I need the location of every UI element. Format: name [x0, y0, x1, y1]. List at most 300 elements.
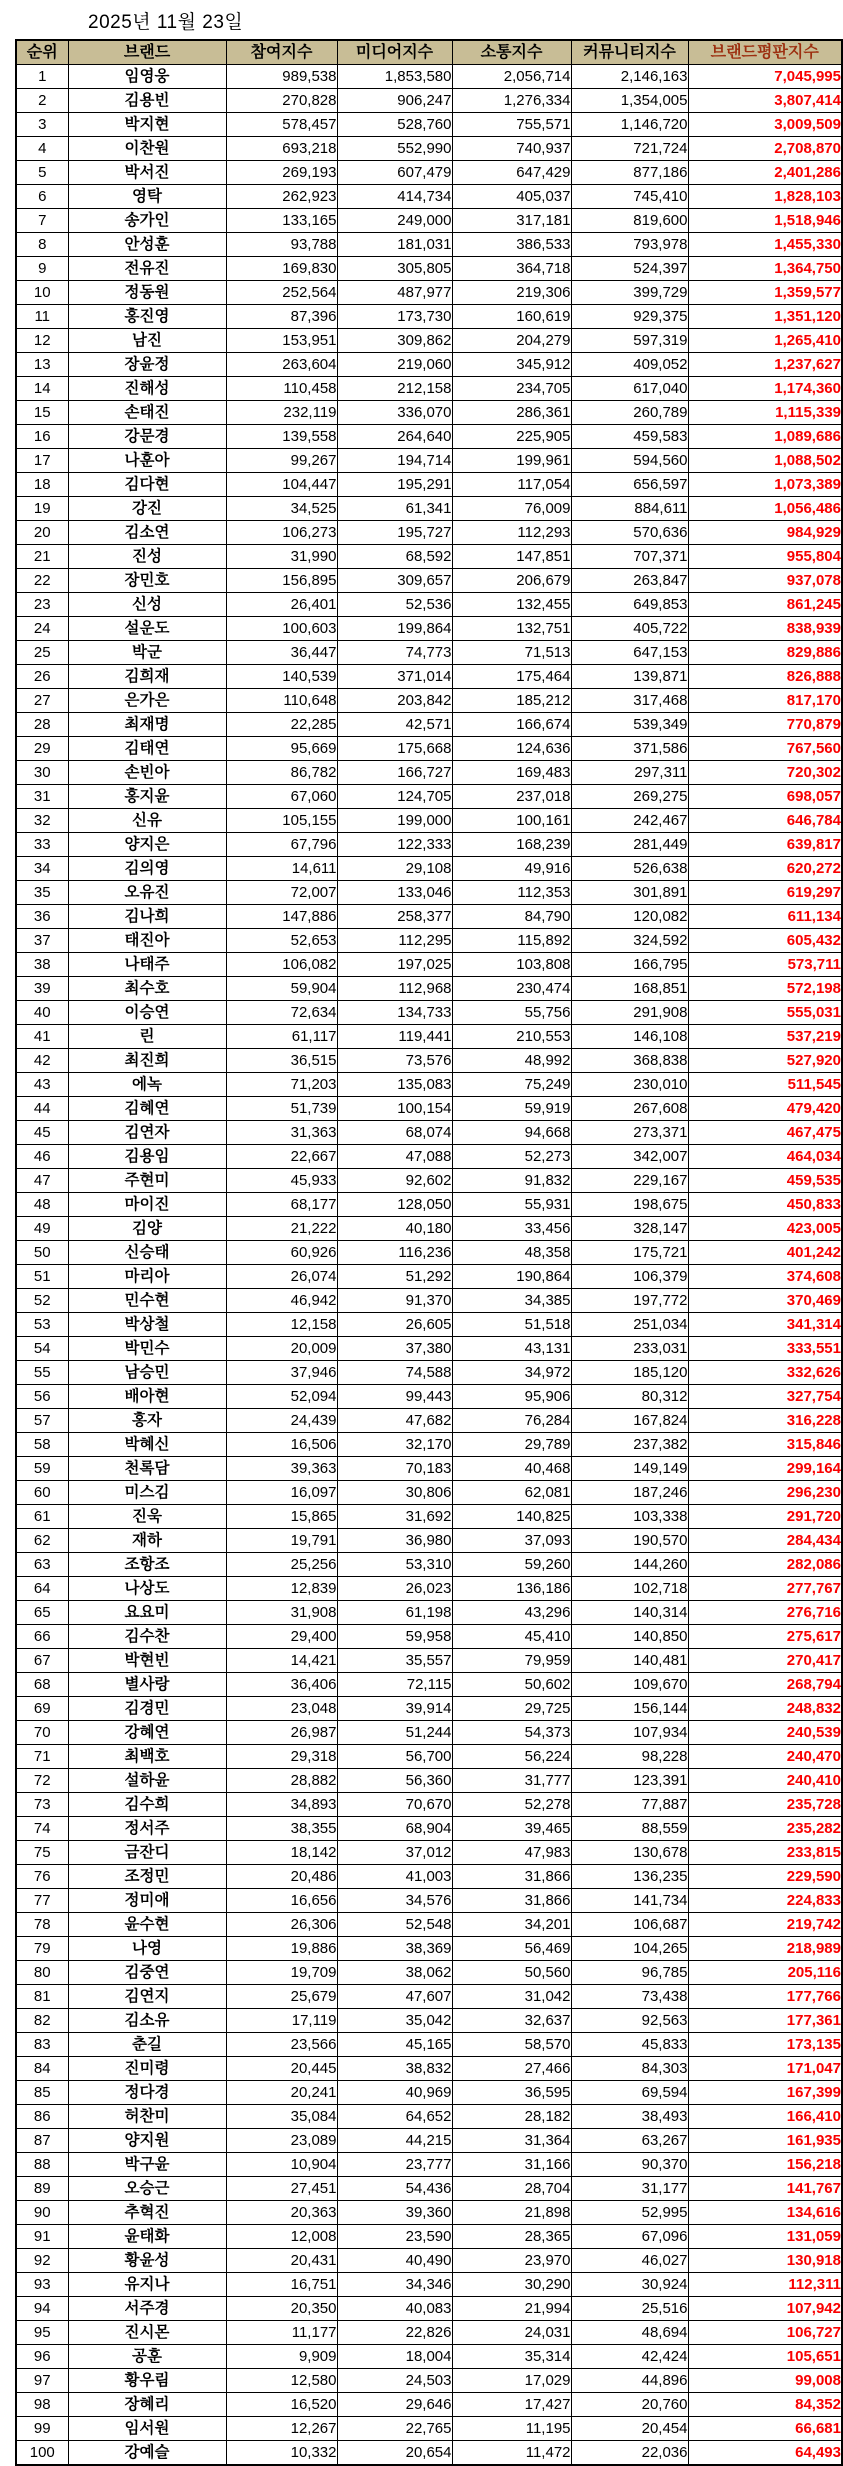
- brand-reputation-index-cell: 620,272: [688, 857, 842, 881]
- brand-cell: 김혜연: [68, 1097, 226, 1121]
- participation-index-cell: 104,447: [226, 473, 337, 497]
- communication-index-cell: 24,031: [452, 2321, 571, 2345]
- community-index-cell: 102,718: [571, 1577, 688, 1601]
- brand-reputation-index-cell: 537,219: [688, 1025, 842, 1049]
- community-index-cell: 230,010: [571, 1073, 688, 1097]
- rank-cell: 89: [16, 2177, 68, 2201]
- media-index-cell: 38,832: [337, 2057, 452, 2081]
- participation-index-cell: 14,611: [226, 857, 337, 881]
- community-index-cell: 929,375: [571, 305, 688, 329]
- participation-index-cell: 34,525: [226, 497, 337, 521]
- media-index-cell: 68,904: [337, 1817, 452, 1841]
- participation-index-cell: 16,097: [226, 1481, 337, 1505]
- media-index-cell: 29,108: [337, 857, 452, 881]
- media-index-cell: 35,042: [337, 2009, 452, 2033]
- media-index-cell: 74,588: [337, 1361, 452, 1385]
- table-row: [16, 617, 842, 641]
- participation-index-cell: 15,865: [226, 1505, 337, 1529]
- rank-cell: 36: [16, 905, 68, 929]
- participation-index-cell: 20,350: [226, 2297, 337, 2321]
- community-index-cell: 96,785: [571, 1961, 688, 1985]
- brand-cell: 설운도: [68, 617, 226, 641]
- brand-cell: 별사랑: [68, 1673, 226, 1697]
- community-index-cell: 2,146,163: [571, 65, 688, 89]
- table-row: [16, 1577, 842, 1601]
- media-index-cell: 26,023: [337, 1577, 452, 1601]
- brand-reputation-index-cell: 112,311: [688, 2273, 842, 2297]
- communication-index-cell: 95,906: [452, 1385, 571, 1409]
- brand-reputation-index-cell: 327,754: [688, 1385, 842, 1409]
- community-index-cell: 594,560: [571, 449, 688, 473]
- participation-index-cell: 99,267: [226, 449, 337, 473]
- rank-cell: 67: [16, 1649, 68, 1673]
- participation-index-cell: 9,909: [226, 2345, 337, 2369]
- rank-cell: 7: [16, 209, 68, 233]
- brand-reputation-index-cell: 611,134: [688, 905, 842, 929]
- table-row: [16, 1721, 842, 1745]
- communication-index-cell: 230,474: [452, 977, 571, 1001]
- brand-reputation-index-cell: 282,086: [688, 1553, 842, 1577]
- community-index-cell: 69,594: [571, 2081, 688, 2105]
- brand-reputation-index-cell: 1,359,577: [688, 281, 842, 305]
- participation-index-cell: 51,739: [226, 1097, 337, 1121]
- communication-index-cell: 48,992: [452, 1049, 571, 1073]
- communication-index-cell: 206,679: [452, 569, 571, 593]
- table-row: [16, 1769, 842, 1793]
- media-index-cell: 197,025: [337, 953, 452, 977]
- community-index-cell: 107,934: [571, 1721, 688, 1745]
- media-index-cell: 45,165: [337, 2033, 452, 2057]
- media-index-cell: 24,503: [337, 2369, 452, 2393]
- brand-reputation-index-cell: 639,817: [688, 833, 842, 857]
- media-index-cell: 70,670: [337, 1793, 452, 1817]
- community-index-cell: 109,670: [571, 1673, 688, 1697]
- rank-cell: 75: [16, 1841, 68, 1865]
- rank-cell: 5: [16, 161, 68, 185]
- media-index-cell: 23,777: [337, 2153, 452, 2177]
- brand-cell: 나상도: [68, 1577, 226, 1601]
- brand-reputation-index-cell: 3,009,509: [688, 113, 842, 137]
- participation-index-cell: 86,782: [226, 761, 337, 785]
- community-index-cell: 324,592: [571, 929, 688, 953]
- rank-cell: 74: [16, 1817, 68, 1841]
- brand-reputation-index-cell: 1,828,103: [688, 185, 842, 209]
- table-row: [16, 929, 842, 953]
- community-index-cell: 707,371: [571, 545, 688, 569]
- rank-cell: 45: [16, 1121, 68, 1145]
- communication-index-cell: 34,972: [452, 1361, 571, 1385]
- communication-index-cell: 237,018: [452, 785, 571, 809]
- rank-cell: 93: [16, 2273, 68, 2297]
- participation-index-cell: 71,203: [226, 1073, 337, 1097]
- media-index-cell: 40,490: [337, 2249, 452, 2273]
- brand-cell: 황우림: [68, 2369, 226, 2393]
- rank-cell: 6: [16, 185, 68, 209]
- rank-cell: 41: [16, 1025, 68, 1049]
- table-row: [16, 2417, 842, 2441]
- header-row: [16, 40, 842, 65]
- rank-cell: 97: [16, 2369, 68, 2393]
- communication-index-cell: 2,056,714: [452, 65, 571, 89]
- table-row: [16, 1625, 842, 1649]
- communication-index-cell: 28,704: [452, 2177, 571, 2201]
- participation-index-cell: 153,951: [226, 329, 337, 353]
- rank-cell: 4: [16, 137, 68, 161]
- brand-reputation-index-cell: 333,551: [688, 1337, 842, 1361]
- table-row: [16, 281, 842, 305]
- participation-index-cell: 23,048: [226, 1697, 337, 1721]
- brand-cell: 안성훈: [68, 233, 226, 257]
- community-index-cell: 237,382: [571, 1433, 688, 1457]
- rank-cell: 49: [16, 1217, 68, 1241]
- rank-cell: 90: [16, 2201, 68, 2225]
- rank-cell: 35: [16, 881, 68, 905]
- rank-cell: 73: [16, 1793, 68, 1817]
- table-row: [16, 1601, 842, 1625]
- table-row: [16, 209, 842, 233]
- brand-cell: 신승태: [68, 1241, 226, 1265]
- participation-index-cell: 232,119: [226, 401, 337, 425]
- brand-cell: 유지나: [68, 2273, 226, 2297]
- rank-cell: 52: [16, 1289, 68, 1313]
- communication-index-cell: 31,166: [452, 2153, 571, 2177]
- participation-index-cell: 693,218: [226, 137, 337, 161]
- brand-reputation-index-cell: 161,935: [688, 2129, 842, 2153]
- brand-cell: 황윤성: [68, 2249, 226, 2273]
- participation-index-cell: 28,882: [226, 1769, 337, 1793]
- table-row: [16, 1913, 842, 1937]
- participation-index-cell: 36,406: [226, 1673, 337, 1697]
- brand-reputation-index-cell: 770,879: [688, 713, 842, 737]
- communication-index-cell: 76,284: [452, 1409, 571, 1433]
- brand-cell: 나훈아: [68, 449, 226, 473]
- brand-reputation-index-cell: 572,198: [688, 977, 842, 1001]
- rank-cell: 72: [16, 1769, 68, 1793]
- community-index-cell: 617,040: [571, 377, 688, 401]
- participation-index-cell: 45,933: [226, 1169, 337, 1193]
- communication-index-cell: 56,469: [452, 1937, 571, 1961]
- media-index-cell: 116,236: [337, 1241, 452, 1265]
- media-index-cell: 72,115: [337, 1673, 452, 1697]
- participation-index-cell: 11,177: [226, 2321, 337, 2345]
- media-index-cell: 42,571: [337, 713, 452, 737]
- communication-index-cell: 132,751: [452, 617, 571, 641]
- table-row: [16, 257, 842, 281]
- media-index-cell: 906,247: [337, 89, 452, 113]
- brand-reputation-index-cell: 1,265,410: [688, 329, 842, 353]
- participation-index-cell: 100,603: [226, 617, 337, 641]
- table-row: [16, 377, 842, 401]
- brand-cell: 린: [68, 1025, 226, 1049]
- brand-reputation-index-cell: 646,784: [688, 809, 842, 833]
- brand-cell: 임서원: [68, 2417, 226, 2441]
- brand-cell: 윤태화: [68, 2225, 226, 2249]
- rank-cell: 3: [16, 113, 68, 137]
- brand-reputation-index-cell: 284,434: [688, 1529, 842, 1553]
- communication-index-cell: 31,777: [452, 1769, 571, 1793]
- media-index-cell: 309,657: [337, 569, 452, 593]
- brand-reputation-index-cell: 1,073,389: [688, 473, 842, 497]
- media-index-cell: 22,826: [337, 2321, 452, 2345]
- brand-reputation-index-cell: 235,728: [688, 1793, 842, 1817]
- communication-index-cell: 62,081: [452, 1481, 571, 1505]
- brand-cell: 박군: [68, 641, 226, 665]
- brand-reputation-index-cell: 955,804: [688, 545, 842, 569]
- communication-index-cell: 43,296: [452, 1601, 571, 1625]
- participation-index-cell: 20,486: [226, 1865, 337, 1889]
- rank-cell: 47: [16, 1169, 68, 1193]
- brand-reputation-index-cell: 268,794: [688, 1673, 842, 1697]
- table-row: [16, 1289, 842, 1313]
- media-index-cell: 219,060: [337, 353, 452, 377]
- media-index-cell: 194,714: [337, 449, 452, 473]
- communication-index-cell: 204,279: [452, 329, 571, 353]
- table-row: [16, 1505, 842, 1529]
- table-row: [16, 641, 842, 665]
- brand-reputation-index-cell: 1,237,627: [688, 353, 842, 377]
- table-row: [16, 1337, 842, 1361]
- communication-index-cell: 345,912: [452, 353, 571, 377]
- table-row: [16, 1121, 842, 1145]
- brand-cell: 김수희: [68, 1793, 226, 1817]
- communication-index-cell: 48,358: [452, 1241, 571, 1265]
- communication-index-cell: 210,553: [452, 1025, 571, 1049]
- community-index-cell: 1,146,720: [571, 113, 688, 137]
- brand-reputation-index-cell: 605,432: [688, 929, 842, 953]
- brand-reputation-index-cell: 1,455,330: [688, 233, 842, 257]
- community-index-cell: 745,410: [571, 185, 688, 209]
- brand-reputation-index-cell: 374,608: [688, 1265, 842, 1289]
- brand-cell: 최진희: [68, 1049, 226, 1073]
- community-index-cell: 139,871: [571, 665, 688, 689]
- rank-cell: 87: [16, 2129, 68, 2153]
- media-index-cell: 37,380: [337, 1337, 452, 1361]
- community-index-cell: 123,391: [571, 1769, 688, 1793]
- brand-cell: 정서주: [68, 1817, 226, 1841]
- brand-cell: 설하윤: [68, 1769, 226, 1793]
- brand-reputation-index-cell: 173,135: [688, 2033, 842, 2057]
- table-row: [16, 1697, 842, 1721]
- brand-cell: 장혜리: [68, 2393, 226, 2417]
- community-index-cell: 98,228: [571, 1745, 688, 1769]
- brand-cell: 김소유: [68, 2009, 226, 2033]
- media-index-cell: 309,862: [337, 329, 452, 353]
- media-index-cell: 258,377: [337, 905, 452, 929]
- brand-cell: 신유: [68, 809, 226, 833]
- table-row: [16, 401, 842, 425]
- community-index-cell: 399,729: [571, 281, 688, 305]
- community-index-cell: 77,887: [571, 1793, 688, 1817]
- participation-index-cell: 72,007: [226, 881, 337, 905]
- rank-cell: 16: [16, 425, 68, 449]
- brand-reputation-index-cell: 1,056,486: [688, 497, 842, 521]
- media-index-cell: 91,370: [337, 1289, 452, 1313]
- participation-index-cell: 31,363: [226, 1121, 337, 1145]
- brand-cell: 강문경: [68, 425, 226, 449]
- table-row: [16, 1313, 842, 1337]
- community-index-cell: 20,760: [571, 2393, 688, 2417]
- media-index-cell: 73,576: [337, 1049, 452, 1073]
- community-index-cell: 136,235: [571, 1865, 688, 1889]
- communication-index-cell: 185,212: [452, 689, 571, 713]
- brand-cell: 마이진: [68, 1193, 226, 1217]
- table-row: [16, 497, 842, 521]
- brand-reputation-index-cell: 2,708,870: [688, 137, 842, 161]
- community-index-cell: 45,833: [571, 2033, 688, 2057]
- participation-index-cell: 19,709: [226, 1961, 337, 1985]
- brand-reputation-index-cell: 555,031: [688, 1001, 842, 1025]
- brand-reputation-index-cell: 3,807,414: [688, 89, 842, 113]
- media-index-cell: 199,864: [337, 617, 452, 641]
- participation-index-cell: 27,451: [226, 2177, 337, 2201]
- rank-cell: 69: [16, 1697, 68, 1721]
- rank-cell: 8: [16, 233, 68, 257]
- brand-cell: 남승민: [68, 1361, 226, 1385]
- brand-cell: 김의영: [68, 857, 226, 881]
- community-index-cell: 106,687: [571, 1913, 688, 1937]
- brand-reputation-index-cell: 829,886: [688, 641, 842, 665]
- community-index-cell: 140,314: [571, 1601, 688, 1625]
- communication-index-cell: 40,468: [452, 1457, 571, 1481]
- rank-cell: 77: [16, 1889, 68, 1913]
- community-index-cell: 793,978: [571, 233, 688, 257]
- media-index-cell: 607,479: [337, 161, 452, 185]
- rank-cell: 66: [16, 1625, 68, 1649]
- brand-cell: 김나희: [68, 905, 226, 929]
- communication-index-cell: 29,725: [452, 1697, 571, 1721]
- brand-reputation-index-cell: 459,535: [688, 1169, 842, 1193]
- participation-index-cell: 263,604: [226, 353, 337, 377]
- community-index-cell: 84,303: [571, 2057, 688, 2081]
- media-index-cell: 166,727: [337, 761, 452, 785]
- brand-reputation-index-cell: 2,401,286: [688, 161, 842, 185]
- rank-cell: 59: [16, 1457, 68, 1481]
- participation-index-cell: 20,445: [226, 2057, 337, 2081]
- brand-reputation-index-cell: 861,245: [688, 593, 842, 617]
- rank-cell: 18: [16, 473, 68, 497]
- rank-cell: 70: [16, 1721, 68, 1745]
- media-index-cell: 40,969: [337, 2081, 452, 2105]
- media-index-cell: 181,031: [337, 233, 452, 257]
- brand-reputation-index-cell: 720,302: [688, 761, 842, 785]
- rank-cell: 76: [16, 1865, 68, 1889]
- rank-cell: 65: [16, 1601, 68, 1625]
- communication-index-cell: 11,195: [452, 2417, 571, 2441]
- participation-index-cell: 16,506: [226, 1433, 337, 1457]
- brand-reputation-index-cell: 7,045,995: [688, 65, 842, 89]
- media-index-cell: 61,198: [337, 1601, 452, 1625]
- participation-index-cell: 105,155: [226, 809, 337, 833]
- participation-index-cell: 147,886: [226, 905, 337, 929]
- media-index-cell: 56,360: [337, 1769, 452, 1793]
- brand-cell: 공훈: [68, 2345, 226, 2369]
- media-index-cell: 74,773: [337, 641, 452, 665]
- community-index-cell: 524,397: [571, 257, 688, 281]
- rank-cell: 9: [16, 257, 68, 281]
- table-row: [16, 1409, 842, 1433]
- community-index-cell: 88,559: [571, 1817, 688, 1841]
- media-index-cell: 36,980: [337, 1529, 452, 1553]
- participation-index-cell: 37,946: [226, 1361, 337, 1385]
- media-index-cell: 371,014: [337, 665, 452, 689]
- community-index-cell: 106,379: [571, 1265, 688, 1289]
- rank-cell: 25: [16, 641, 68, 665]
- community-index-cell: 819,600: [571, 209, 688, 233]
- brand-cell: 손태진: [68, 401, 226, 425]
- brand-reputation-index-cell: 450,833: [688, 1193, 842, 1217]
- table-row: [16, 665, 842, 689]
- rank-cell: 81: [16, 1985, 68, 2009]
- participation-index-cell: 140,539: [226, 665, 337, 689]
- table-row: [16, 2153, 842, 2177]
- table-row: [16, 1889, 842, 1913]
- brand-cell: 박상철: [68, 1313, 226, 1337]
- communication-index-cell: 55,756: [452, 1001, 571, 1025]
- community-index-cell: 526,638: [571, 857, 688, 881]
- community-index-cell: 877,186: [571, 161, 688, 185]
- community-index-cell: 156,144: [571, 1697, 688, 1721]
- community-index-cell: 197,772: [571, 1289, 688, 1313]
- communication-index-cell: 43,131: [452, 1337, 571, 1361]
- table-row: [16, 233, 842, 257]
- table-body: [16, 65, 842, 2466]
- table-row: [16, 1145, 842, 1169]
- participation-index-cell: 133,165: [226, 209, 337, 233]
- rank-cell: 86: [16, 2105, 68, 2129]
- participation-index-cell: 29,318: [226, 1745, 337, 1769]
- rank-cell: 71: [16, 1745, 68, 1769]
- brand-reputation-index-cell: 106,727: [688, 2321, 842, 2345]
- community-index-cell: 149,149: [571, 1457, 688, 1481]
- communication-index-cell: 35,314: [452, 2345, 571, 2369]
- header-rank: 순위: [16, 40, 68, 65]
- rank-cell: 30: [16, 761, 68, 785]
- brand-reputation-index-cell: 1,364,750: [688, 257, 842, 281]
- table-row: [16, 2273, 842, 2297]
- rank-cell: 37: [16, 929, 68, 953]
- participation-index-cell: 12,839: [226, 1577, 337, 1601]
- participation-index-cell: 989,538: [226, 65, 337, 89]
- community-index-cell: 140,481: [571, 1649, 688, 1673]
- media-index-cell: 32,170: [337, 1433, 452, 1457]
- media-index-cell: 56,700: [337, 1745, 452, 1769]
- brand-cell: 금잔디: [68, 1841, 226, 1865]
- brand-reputation-index-cell: 619,297: [688, 881, 842, 905]
- participation-index-cell: 10,332: [226, 2441, 337, 2466]
- brand-reputation-index-cell: 130,918: [688, 2249, 842, 2273]
- brand-reputation-index-cell: 1,351,120: [688, 305, 842, 329]
- community-index-cell: 263,847: [571, 569, 688, 593]
- participation-index-cell: 16,656: [226, 1889, 337, 1913]
- rank-cell: 85: [16, 2081, 68, 2105]
- media-index-cell: 53,310: [337, 1553, 452, 1577]
- media-index-cell: 20,654: [337, 2441, 452, 2466]
- rank-cell: 33: [16, 833, 68, 857]
- communication-index-cell: 36,595: [452, 2081, 571, 2105]
- brand-cell: 정동원: [68, 281, 226, 305]
- media-index-cell: 552,990: [337, 137, 452, 161]
- table-row: [16, 1361, 842, 1385]
- brand-cell: 나태주: [68, 953, 226, 977]
- participation-index-cell: 52,094: [226, 1385, 337, 1409]
- media-index-cell: 528,760: [337, 113, 452, 137]
- rank-cell: 83: [16, 2033, 68, 2057]
- table-row: [16, 2201, 842, 2225]
- media-index-cell: 487,977: [337, 281, 452, 305]
- brand-cell: 이승연: [68, 1001, 226, 1025]
- media-index-cell: 414,734: [337, 185, 452, 209]
- brand-cell: 홍자: [68, 1409, 226, 1433]
